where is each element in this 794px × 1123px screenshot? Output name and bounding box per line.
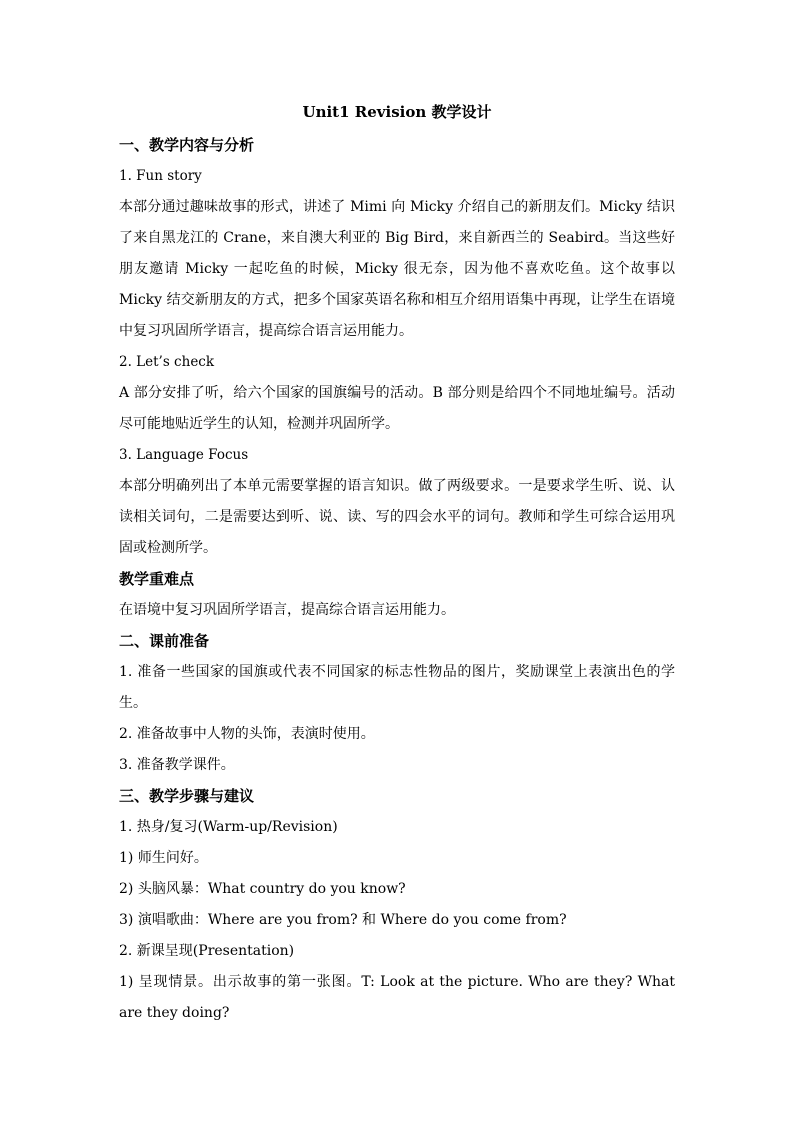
item-title-language-focus: 3. Language Focus <box>119 447 249 463</box>
document-title: Unit1 Revision 教学设计 <box>302 103 492 121</box>
list-item: 2. 准备故事中人物的头饰，表演时使用。 <box>119 726 375 742</box>
paragraph-lets-check: A 部分安排了听，给六个国家的国旗编号的活动。B 部分则是给四个不同地址编号。活动尽可能地贴近学生的认知，检测并巩固所学。 <box>119 385 675 432</box>
section-heading-teaching-steps: 三、教学步骤与建议 <box>119 787 255 805</box>
document-body <box>119 130 675 1029</box>
list-item: 1. 准备一些国家的国旗或代表不同国家的标志性物品的图片，奖励课堂上表演出色的学生。 <box>119 664 675 711</box>
paragraph-language-focus: 本部分明确列出了本单元需要掌握的语言知识。做了两级要求。一是要求学生听、说、认读相关词句，二是需要达到听、说、读、写的四会水平的词句。教师和学生可综合运用巩固或检测所学。 <box>119 478 675 556</box>
list-item: 1) 呈现情景。出示故事的第一张图。T: Look at the picture. Who are they? What are they doing? <box>119 974 675 1021</box>
item-title-fun-story: 1. Fun story <box>119 168 202 184</box>
step-title-warmup: 1. 热身/复习(Warm-up/Revision) <box>119 819 338 835</box>
list-item: 3) 演唱歌曲：Where are you from? 和 Where do you come from? <box>119 912 567 928</box>
step-title-presentation: 2. 新课呈现(Presentation) <box>119 943 295 959</box>
list-item: 2) 头脑风暴：What country do you know? <box>119 881 406 897</box>
paragraph-fun-story: 本部分通过趣味故事的形式，讲述了 Mimi 向 Micky 介绍自己的新朋友们。Micky 结识了来自黑龙江的 Crane，来自澳大利亚的 Big Bird，来自新西兰的 Seabird。当这些好朋友邀请 Micky 一起吃鱼的时候，Micky 很无奈，因为他不喜欢吃鱼。这个故事以 Micky 结交新朋友的方式，把多个国家英语名称和相互介绍用语集中再现，让学生在语境中复习巩固所学语言，提高综合语言运用能力。 <box>119 199 675 339</box>
section-heading-preparation: 二、课前准备 <box>119 632 210 650</box>
section-heading-content-analysis: 一、教学内容与分析 <box>119 136 255 154</box>
paragraph-key-points: 在语境中复习巩固所学语言，提高综合语言运用能力。 <box>119 602 455 618</box>
list-item: 3. 准备教学课件。 <box>119 757 235 773</box>
section-heading-key-points: 教学重难点 <box>119 570 195 588</box>
list-item: 1) 师生问好。 <box>119 850 208 866</box>
item-title-lets-check: 2. Let’s check <box>119 354 215 370</box>
